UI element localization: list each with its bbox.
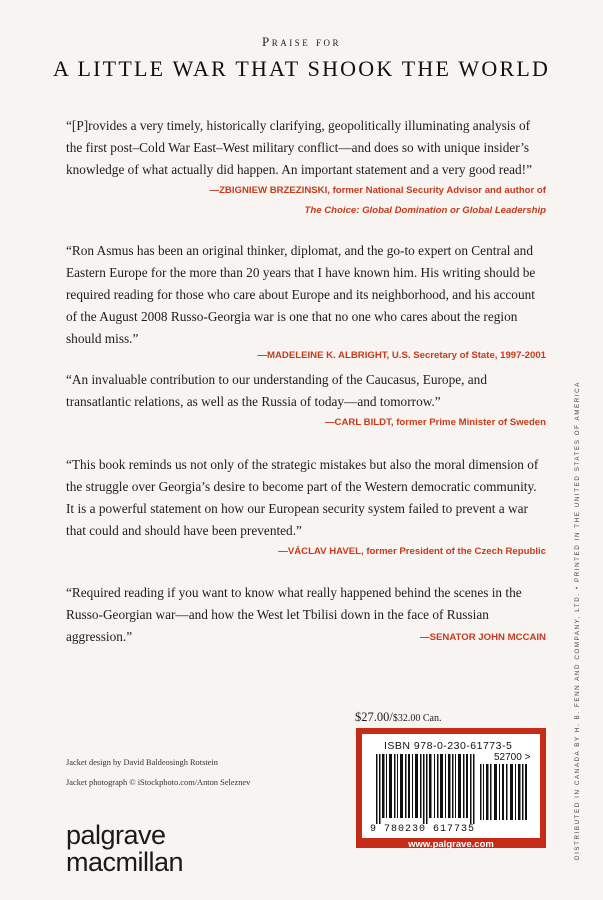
book-title: A LITTLE WAR THAT SHOOK THE WORLD — [52, 56, 551, 81]
publisher-logo — [66, 822, 183, 876]
quote-attribution — [66, 181, 546, 221]
quote-attribution: —CARL BILDT, former Prime Minister of Sweden — [324, 417, 546, 428]
attribution-book: The Choice: Global Domination or Global Leadership — [304, 205, 546, 216]
barcode-panel — [356, 728, 546, 848]
quote-attribution: —SENATOR JOHN MCCAIN — [420, 632, 546, 643]
quote-text: “An invaluable contribution to our understanding of the Caucasus, Europe, and transatlantic relations, as well as the Russia of today—and tomorrow.” — [66, 372, 487, 409]
price-can: $32.00 Can. — [392, 713, 442, 724]
jacket-credits — [66, 753, 250, 793]
isbn-label: ISBN 978-0-230-61773-5 — [384, 740, 513, 752]
publisher-logo-line2: macmillan — [66, 847, 184, 877]
attribution-text: —ZBIGNIEW BRZEZINSKI, former National Security Advisor and author of — [209, 185, 546, 196]
quote-attribution: —VÁCLAV HAVEL, former President of the Czech Republic — [278, 546, 546, 557]
distribution-notice: DISTRIBUTED IN CANADA BY H. B. FENN AND COMPANY, LTD. • PRINTED IN THE UNITED STATES OF AMERICA — [574, 381, 581, 860]
quote-text: “This book reminds us not only of the strategic mistakes but also the moral dimension of the struggle over Georgia’s desire to become part of the Western democratic community. It is a powerful statement on how our European security system failed to prevent a war that could and should have been prevented.” — [66, 457, 539, 538]
quote-text: “Ron Asmus has been an original thinker, diplomat, and the go-to expert on Central and Eastern Europe for the more than 20 years that I have known him. His writing should be required reading for those who care about Europe and its neighborhood, and his account of the August 2008 Russo-Georgia war is one that no one who cares about the region should miss.” — [66, 243, 536, 346]
barcode-area — [362, 734, 540, 838]
publisher-logo-line1: palgrave — [66, 820, 166, 850]
quote-5 — [66, 582, 546, 648]
quote-3 — [66, 369, 546, 433]
publisher-website[interactable]: www.palgrave.com — [408, 839, 494, 850]
jacket-photo-credit: Jacket photograph © iStockphoto.com/Anton Seleznev — [66, 778, 251, 787]
ean-barcode-icon — [376, 754, 478, 824]
price-code: 52700 > — [494, 752, 531, 763]
jacket-design-credit: Jacket design by David Baldeosingh Rotstein — [66, 758, 218, 767]
quote-4 — [66, 454, 546, 562]
quote-2 — [66, 240, 546, 366]
praise-for-label: Praise for — [262, 34, 341, 49]
price-barcode-icon — [480, 764, 528, 820]
quote-1 — [66, 115, 546, 221]
ean-digits: 9 780230 617735 — [370, 824, 476, 835]
price-label — [355, 710, 441, 725]
price-us: $27.00/ — [355, 710, 393, 724]
quote-attribution: —MADELEINE K. ALBRIGHT, U.S. Secretary of State, 1997-2001 — [257, 350, 546, 361]
quote-text: “[P]rovides a very timely, historically clarifying, geopolitically illuminating analysis of the first post–Cold War East–West military conflict—and does so with unique insider’s knowledge of what actually did happen. An important statement and a very good read!” — [66, 118, 532, 177]
quote-text: “Required reading if you want to know what really happened behind the scenes in the Russo-Georgian war—and how the West let Tbilisi down in the face of Russian aggression.” — [66, 585, 522, 644]
